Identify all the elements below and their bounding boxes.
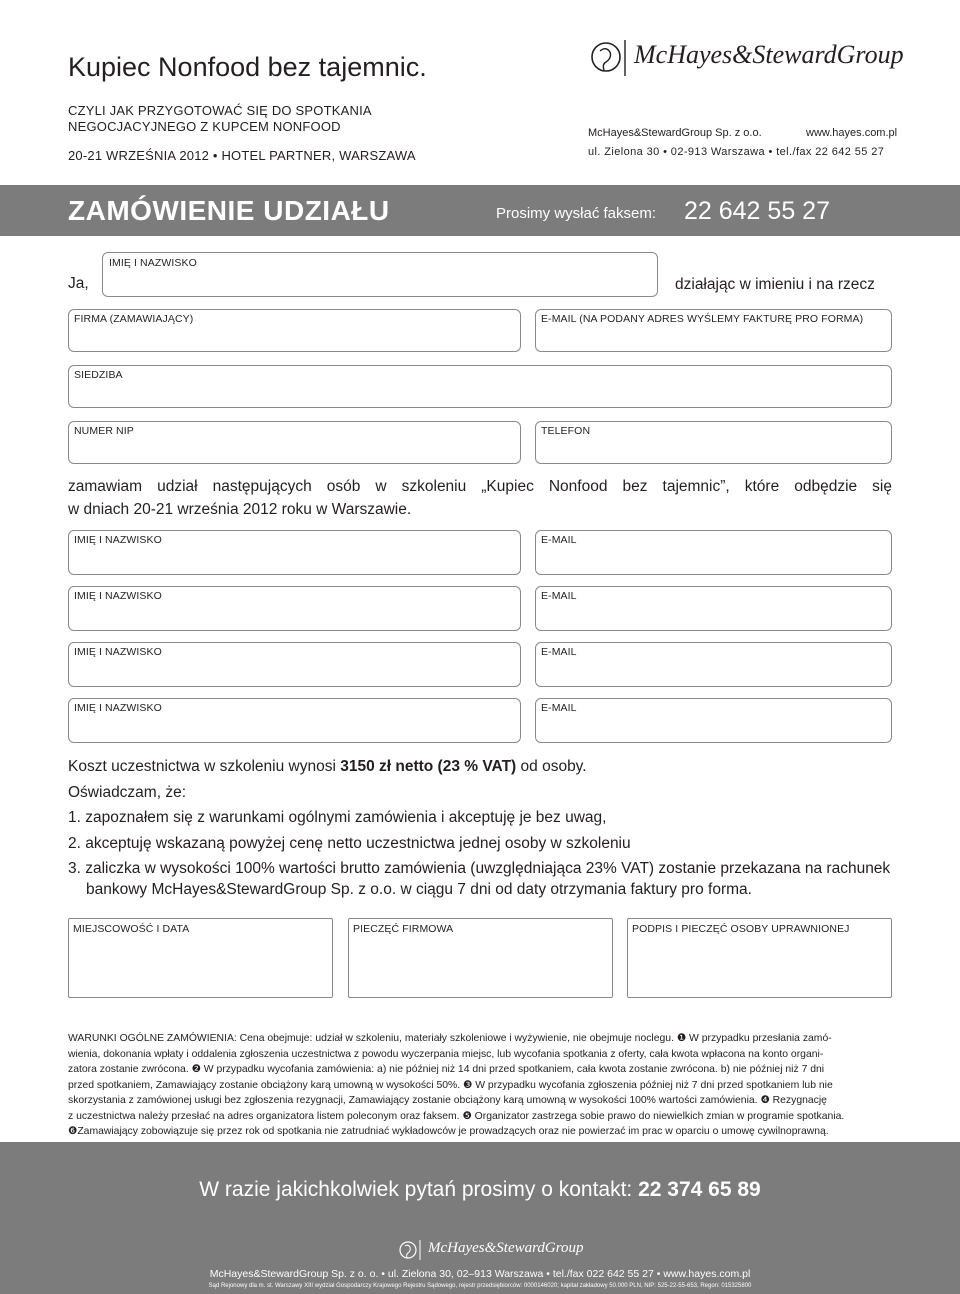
declaration-item-3-continued: bankowy McHayes&StewardGroup Sp. z o.o. w ciągu 7 dni od daty otrzymania faktury pro forma. (86, 881, 752, 898)
subtitle-line-2: NEGOCJACYJNEGO Z KUPCEM NONFOOD (68, 119, 341, 134)
participant-name-label: IMIĘ I NAZWISKO (74, 646, 162, 658)
ja-label: Ja, (68, 275, 89, 292)
signature-field[interactable] (627, 918, 892, 998)
participant-email-label: E-MAIL (541, 534, 577, 546)
subtitle-line-1: CZYLI JAK PRZYGOTOWAĆ SIĘ DO SPOTKANIA (68, 103, 372, 118)
company-website[interactable]: www.hayes.com.pl (806, 127, 898, 139)
company-label: FIRMA (ZAMAWIAJĄCY) (74, 313, 194, 325)
event-line: 20-21 WRZEŚNIA 2012 • HOTEL PARTNER, WARSZAWA (68, 148, 416, 163)
contact-band (0, 1142, 960, 1294)
brand-name: McHayes&StewardGroup (634, 40, 904, 69)
cost-line (68, 758, 587, 776)
order-band (0, 185, 960, 236)
participant-email-label: E-MAIL (541, 646, 577, 658)
acting-on-behalf-text: działając w imieniu i na rzecz (675, 276, 875, 293)
declaration-heading: Oświadczam, że: (68, 784, 187, 801)
signature-label: PODPIS I PIECZĘĆ OSOBY UPRAWNIONEJ (632, 923, 850, 935)
company-name: McHayes&StewardGroup Sp. z o.o. (588, 127, 762, 139)
terms-line-6: z uczestnictwa należy przesłać na adres organizatora listem poleconym oraz faksem. ❺ Organizator zastrzega sobie prawo do niewielkich zmian w programie spotkania. (68, 1110, 845, 1122)
participant-email-label: E-MAIL (541, 590, 577, 602)
phone-label: TELEFON (541, 425, 591, 437)
participant-2-name-field[interactable] (68, 586, 521, 631)
order-heading: ZAMÓWIENIE UDZIAŁU (68, 195, 390, 226)
company-logo-icon (588, 36, 630, 78)
document-title: Kupiec Nonfood bez tajemnic. (68, 52, 427, 82)
nip-label: NUMER NIP (74, 425, 134, 437)
general-terms (68, 1031, 898, 1140)
orderer-name-label: IMIĘ I NAZWISKO (109, 257, 197, 269)
participant-1-email-field[interactable] (535, 530, 892, 575)
participant-3-email-field[interactable] (535, 642, 892, 687)
seat-field[interactable] (68, 365, 892, 408)
declaration-item-2: 2. akceptuję wskazaną powyżej cenę netto uczestnictwa jednej osoby w szkoleniu (68, 835, 631, 852)
terms-line-7: ❻Zamawiający zobowiązuje się przez rok od spotkania nie zatrudniać wykładowców je prowadzących oraz nie powierzać im prac w oparciu o umowę cywilnoprawną. (68, 1126, 829, 1137)
order-text-line-1: zamawiam udział następujących osób w szkoleniu „Kupiec Nonfood bez tajemnic”, które odbędzie się (68, 478, 892, 495)
terms-line-5: skorzystania z zamówionej usługi bez zgłoszenia rezygnacji, Zamawiający zostanie obciążony karą umowną w wysokości 100% wartości zamówienia. ❹ Rezygnację (68, 1095, 827, 1106)
declaration-item-1: 1. zapoznałem się z warunkami ogólnymi zamówienia i akceptuję je bez uwag, (68, 809, 607, 826)
company-stamp-field[interactable] (348, 918, 613, 998)
footer-address: McHayes&StewardGroup Sp. z o. o. • ul. Zielona 30, 02–913 Warszawa • tel./fax 022 642 55 27 • www.hayes.com.pl (209, 1268, 751, 1280)
company-stamp-label: PIECZĘĆ FIRMOWA (353, 923, 454, 935)
orderer-name-field[interactable] (102, 252, 658, 297)
contact-prompt: W razie jakichkolwiek pytań prosimy o kontakt: (199, 1178, 639, 1201)
terms-line-1: WARUNKI OGÓLNE ZAMÓWIENIA: Cena obejmuje: udział w szkoleniu, materiały szkoleniowe i wyżywienie, nie obejmuje noclegu. ❶ W przypadku przesłania zamó- (68, 1033, 832, 1044)
participant-1-name-field[interactable] (68, 530, 521, 575)
seat-label: SIEDZIBA (74, 369, 123, 381)
terms-line-2: wienia, dokonania wpłaty i oddalenia zgłoszenia uczestnictwa z powodu wyczerpania miejsc, lub wycofania spotkania z oferty, cała kwota wpłacona na konto organi- (68, 1048, 824, 1060)
cost-amount: 3150 zł netto (23 % VAT) (340, 758, 517, 775)
contact-phone: 22 374 65 89 (638, 1178, 761, 1201)
place-date-label: MIEJSCOWOŚĆ I DATA (73, 923, 190, 935)
participant-2-email-field[interactable] (535, 586, 892, 631)
cost-suffix: od osoby. (516, 758, 587, 775)
participant-email-label: E-MAIL (541, 702, 577, 714)
footer-logo-icon (398, 1238, 422, 1262)
fax-prompt: Prosimy wysłać faksem: (496, 205, 657, 222)
order-text-line-2: w dniach 20-21 września 2012 roku w Warszawie. (68, 501, 412, 518)
contact-text (0, 1178, 960, 1202)
fax-number: 22 642 55 27 (684, 197, 830, 225)
declaration-item-3: 3. zaliczka w wysokości 100% wartości brutto zamówienia (uwzględniająca 23% VAT) zostanie przekazana na rachunek (68, 860, 891, 877)
invoice-email-label: E-MAIL (NA PODANY ADRES WYŚLEMY FAKTURĘ PRO FORMA) (541, 313, 864, 325)
participant-name-label: IMIĘ I NAZWISKO (74, 534, 162, 546)
footer-brand: McHayes&StewardGroup (428, 1240, 584, 1256)
cost-prefix: Koszt uczestnictwa w szkoleniu wynosi (68, 758, 341, 775)
terms-line-4: przed spotkaniem, Zamawiający zostanie obciążony karą umowną w wysokości 50%. ❸ W przypadku wycofania zgłoszenia później niż 7 dni przed spotkaniem lub nie (68, 1079, 833, 1091)
nip-field[interactable] (68, 421, 521, 464)
footer-legal: Sąd Rejonowy dla m. st. Warszawy XIII wydział Gospodarczy Krajowego Rejestru Sądowego, rejestr przedsiębiorców: 0000146020; kapitał zakładowy 50.000 PLN, NIP: 525-22-55-653, Regon: 015325800 (208, 1283, 752, 1289)
participant-name-label: IMIĘ I NAZWISKO (74, 702, 162, 714)
invoice-email-field[interactable] (535, 309, 892, 352)
participant-name-label: IMIĘ I NAZWISKO (74, 590, 162, 602)
place-date-field[interactable] (68, 918, 333, 998)
terms-line-3: zatora zostanie zwrócona. ❷ W przypadku wycofania zamówienia: a) nie później niż 14 dni przed spotkaniem, cała kwota zostanie zwrócona. b) nie później niż 7 dni (68, 1064, 825, 1075)
phone-field[interactable] (535, 421, 892, 464)
company-address: ul. Zielona 30 • 02-913 Warszawa • tel./fax 22 642 55 27 (588, 146, 885, 158)
participant-4-name-field[interactable] (68, 698, 521, 743)
company-field[interactable] (68, 309, 521, 352)
participant-4-email-field[interactable] (535, 698, 892, 743)
participant-3-name-field[interactable] (68, 642, 521, 687)
